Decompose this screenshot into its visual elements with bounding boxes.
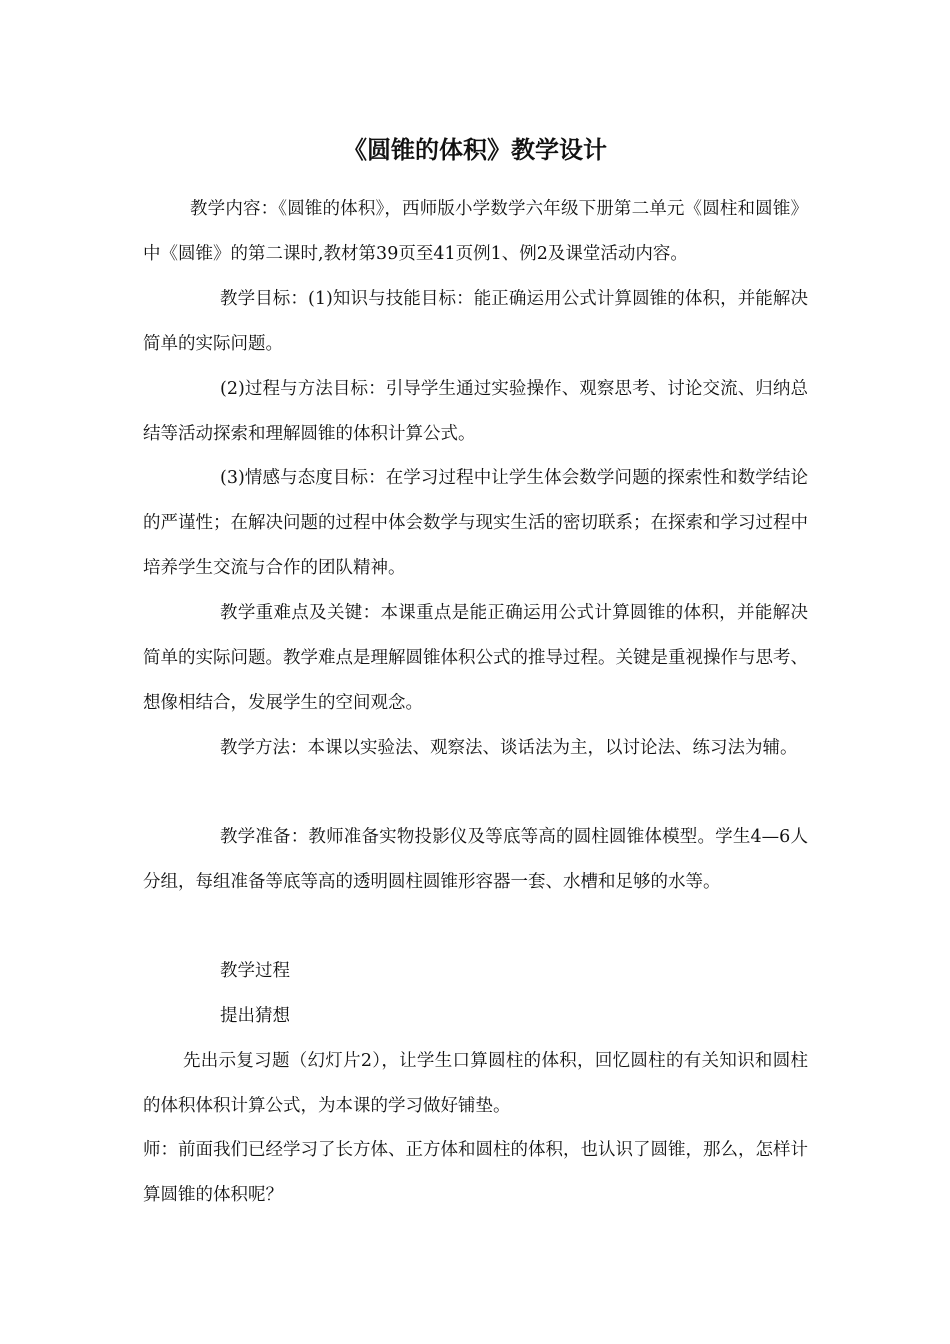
heading-propose-conjecture: 提出猜想 [220,1006,290,1026]
paragraph-review-exercise: 先出示复习题（幻灯片2），让学生口算圆柱的体积，回忆圆柱的有关知识和圆柱的体积体积计算公式，为本课的学习做好铺垫。 [143,1051,808,1116]
paragraph-key-points: 教学重难点及关键：本课重点是能正确运用公式计算圆锥的体积，并能解决简单的实际问题。教学难点是理解圆锥体积公式的推导过程。关键是重视操作与思考、想像相结合，发展学生的空间观念。 [143,603,808,713]
paragraph-objective-attitude: (3)情感与态度目标：在学习过程中让学生体会数学问题的探索性和数学结论的严谨性；在解决问题的过程中体会数学与现实生活的密切联系；在探索和学习过程中培养学生交流与合作的团队精神。 [143,468,808,578]
paragraph-objective-knowledge: 教学目标：(1)知识与技能目标：能正确运用公式计算圆锥的体积，并能解决简单的实际问题。 [143,289,808,354]
heading-teaching-process: 教学过程 [220,961,290,981]
paragraph-teaching-method: 教学方法：本课以实验法、观察法、谈话法为主，以讨论法、练习法为辅。 [220,738,798,758]
paragraph-teaching-preparation: 教学准备：教师准备实物投影仪及等底等高的圆柱圆锥体模型。学生4—6人分组，每组准备等底等高的透明圆柱圆锥形容器一套、水槽和足够的水等。 [143,827,808,892]
paragraph-objective-process: (2)过程与方法目标：引导学生通过实验操作、观察思考、讨论交流、归纳总结等活动探索和理解圆锥的体积计算公式。 [143,379,808,444]
paragraph-teaching-content: 教学内容：《圆锥的体积》，西师版小学数学六年级下册第二单元《圆柱和圆锥》中《圆锥》的第二课时,教材第39页至41页例1、例2及课堂活动内容。 [143,199,808,264]
document-title: 《圆锥的体积》教学设计 [343,136,607,164]
paragraph-teacher-question: 师：前面我们已经学习了长方体、正方体和圆柱的体积，也认识了圆锥，那么，怎样计算圆锥的体积呢？ [143,1140,808,1205]
